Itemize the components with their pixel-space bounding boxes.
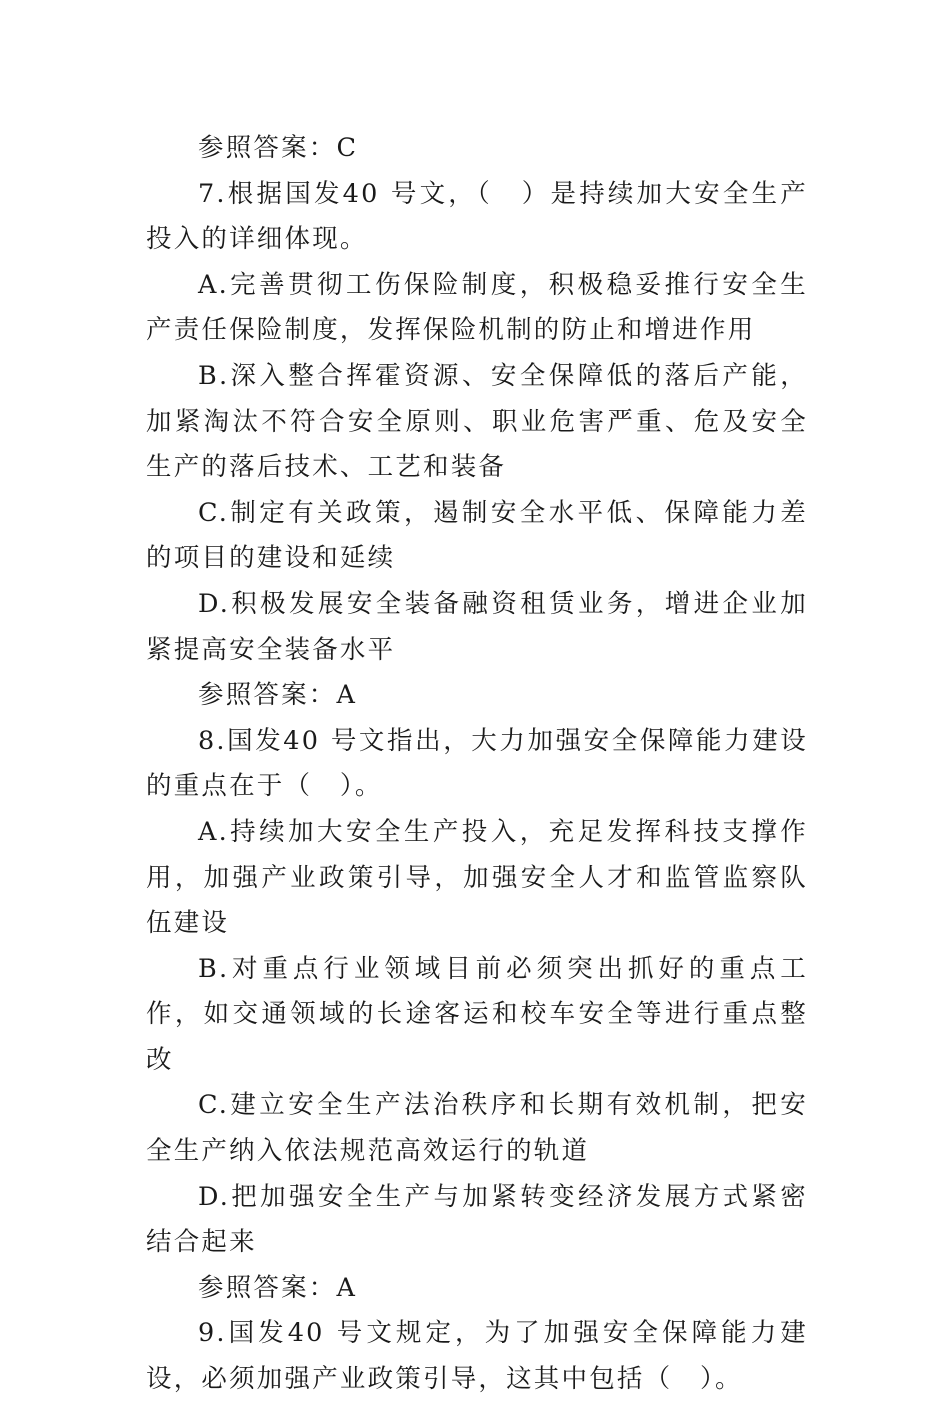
question-8-option-a: A.持续加大安全生产投入，充足发挥科技支撑作用，加强产业政策引导，加强安全人才和监管监察队伍建设 bbox=[146, 816, 808, 939]
document-body bbox=[146, 126, 808, 1403]
answer-line-q6: 参照答案：C bbox=[198, 133, 359, 163]
question-7: 7.根据国发40 号文，（ ）是持续加大安全生产投入的详细体现。 bbox=[146, 178, 808, 255]
answer-line-q7: 参照答案：A bbox=[198, 680, 358, 711]
question-7-option-d: D.积极发展安全装备融资租赁业务，增进企业加紧提高安全装备水平 bbox=[146, 588, 808, 665]
question-8-option-d: D.把加强安全生产与加紧转变经济发展方式紧密结合起来 bbox=[146, 1181, 808, 1258]
question-7-option-b: B.深入整合挥霍资源、安全保障低的落后产能，加紧淘汰不符合安全原则、职业危害严重、危及安全生产的落后技术、工艺和装备 bbox=[146, 360, 808, 483]
question-8: 8.国发40 号文指出，大力加强安全保障能力建设的重点在于（ ）。 bbox=[146, 725, 808, 802]
question-7-option-c: C.制定有关政策，遏制安全水平低、保障能力差的项目的建设和延续 bbox=[146, 497, 808, 574]
question-9: 9.国发40 号文规定，为了加强安全保障能力建设，必须加强产业政策引导，这其中包括（ ）。 bbox=[146, 1318, 808, 1395]
question-7-option-a: A.完善贯彻工伤保险制度，积极稳妥推行安全生产责任保险制度，发挥保险机制的防止和增进作用 bbox=[146, 269, 808, 346]
answer-line-q8: 参照答案：A bbox=[198, 1272, 358, 1303]
question-8-option-c: C.建立安全生产法治秩序和长期有效机制，把安全生产纳入依法规范高效运行的轨道 bbox=[146, 1090, 808, 1167]
question-8-option-b: B.对重点行业领域目前必须突出抓好的重点工作，如交通领域的长途客运和校车安全等进行重点整改 bbox=[146, 953, 808, 1075]
